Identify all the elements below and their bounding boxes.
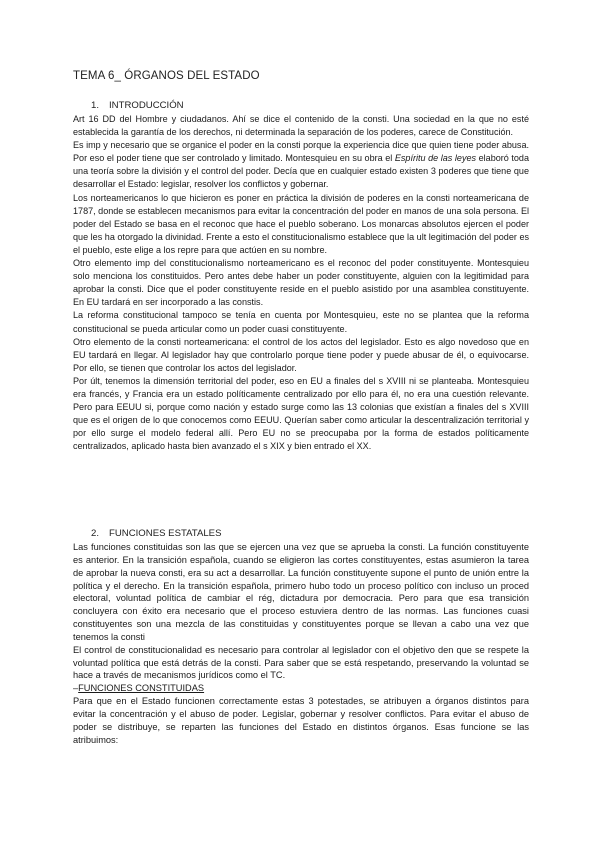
- paragraph: Las funciones constituidas son las que se ejercen una vez que se aprueba la consti. La función constituyente es anterior. En la transición española, cuando se eligieron las cortes constituyentes, estas asumieron la tarea de aprobar la nueva consti, era su act a desarrollar. La función constituyente supone el punto de unión entre la política y el derecho. En la transición española, primero hubo todo un proceso político con incluso un proced electoral, voluntad política de cambiar el rég, dictadura por democracia. Pero para que esa transición concluyera con éxito era necesario que el proceso estuviera dentro de las normas. Las funciones cuasi constituyentes son una mezcla de las constituidas y constituyentes porque se llevan a cabo una vez que tenemos la consti: [73, 542, 529, 642]
- subheading: [73, 682, 529, 695]
- section-body-introduccion: [73, 113, 529, 453]
- section-title: FUNCIONES ESTATALES: [109, 528, 222, 539]
- subheading-title: FUNCIONES CONSTITUIDAS: [78, 683, 205, 694]
- paragraph: Otro elemento de la consti norteamericana: el control de los actos del legislador. Esto es algo novedoso que en EU tardará en llegar. Al legislador hay que controlarlo porque tiene poder y puede abusar de él, o equivocarse. Por ello, se tienen que controlar los actos del legislador.: [73, 336, 529, 373]
- document-title: TEMA 6_ ÓRGANOS DEL ESTADO: [73, 70, 260, 82]
- book-title: Espíritu de las leyes: [394, 153, 477, 164]
- subheading-dash: –: [73, 683, 79, 694]
- section-heading-introduccion: [91, 100, 184, 111]
- section-heading-funciones-estatales: [91, 528, 221, 539]
- paragraph: Los norteamericanos lo que hicieron es poner en práctica la división de poderes en la consti norteamericana de 1787, donde se establecen mecanismos para evitar la concentración del poder en manos de una sola persona. El poder del Estado se basa en el reconoc que hace el pueblo soberano. Los monarcas absolutos ejercen el poder que les ha otorgado la divinidad. Frente a esto el constitucionalismo establece que la ult legitimación del poder es el pueblo, este elige a los repre para que actúen en su nombre.: [73, 192, 529, 255]
- paragraph: La reforma constitucional tampoco se tenía en cuenta por Montesquieu, este no se plantea que la reforma constitucional se pueda articular como un poder cuasi constituyente.: [73, 310, 529, 334]
- paragraph: Por últ, tenemos la dimensión territorial del poder, eso en EU a finales del s XVIII ni se planteaba. Montesquieu era francés, y Francia era un estado políticamente centralizado por ello para él, no era una cuestión relevante. Pero para EEUU si, porque como nación y estado surge como las 13 colonias que existían a finales del s XVIII que es el origen de lo que conocemos como EEUU. Querían saber como articular la descentralización territorial y por ello surge el modelo federal allí. Pero EU no se preocupaba por la forma de estados políticamente centralizados, aplicado hasta bien avanzado el s XIX y bien entrado el XX.: [73, 375, 529, 452]
- section-number: 2.: [91, 528, 100, 539]
- paragraph: Es imp y necesario que se organice el poder en la consti porque la experiencia dice que quien tiene poder abusa. Por eso el poder tiene que ser controlado y limitado. Montesquieu en su obra el Espíritu de las leyes elaboró toda una teoría sobre la división y el control del poder. Decía que en cualquier estado existen 3 poderes que tiene que desarrollar el Estado: legislar, resolver los conflictos y gobernar.: [73, 140, 529, 190]
- section-number: 1.: [91, 100, 100, 111]
- paragraph: Otro elemento imp del constitucionalismo norteamericano es el reconoc del poder constituyente. Montesquieu solo menciona los constituidos. Pero antes debe haber un poder constituyente, alguien con la legitimidad para aprobar la consti. Dice que el poder constituyente reside en el pueblo asistido por una asamblea constituyente. En EU tardará en ser incorporado a las constis.: [73, 258, 529, 308]
- paragraph: Para que en el Estado funcionen correctamente estas 3 potestades, se atribuyen a órganos distintos para evitar la concentración y el abuso de poder. Legislar, gobernar y resolver conflictos. Para evitar el abuso de poder se distribuye, se reparten las funciones del Estado en distintos órganos. Esas funcione se las atribuimos:: [73, 696, 529, 745]
- paragraph: El control de constitucionalidad es necesario para controlar al legislador con el objetivo den que se respete la voluntad política que está detrás de la consti. Para saber que se está respetando, preservando la voluntad se hace a través de mecanismos jurídicos como el TC.: [73, 644, 529, 681]
- paragraph: Art 16 DD del Hombre y ciudadanos. Ahí se dice el contenido de la consti. Una sociedad en la que no esté establecida la garantía de los derechos, ni determinada la separación de los poderes, carece de Constitución.: [73, 114, 529, 138]
- section-body-funciones-estatales: [73, 541, 529, 747]
- section-title: INTRODUCCIÓN: [109, 100, 184, 111]
